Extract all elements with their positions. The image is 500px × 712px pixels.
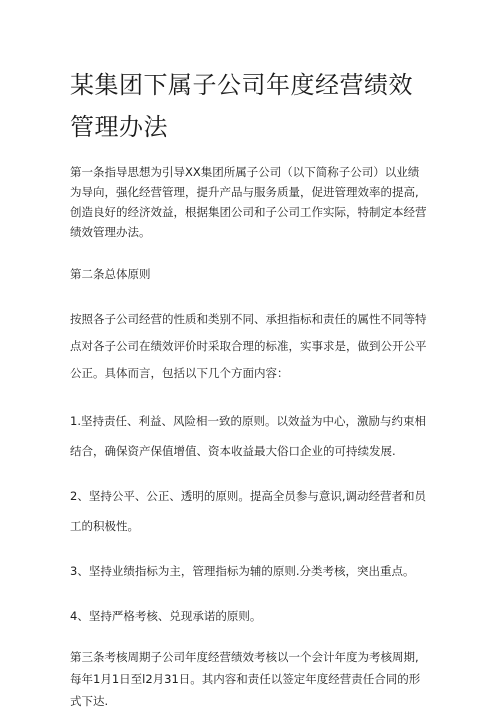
paragraph-assessment-period: 第三条考核周期子公司年度经营绩效考核以一个会计年度为考核周期,每年1月1日至l2月31日。其内容和责任以签定年度经营责任合同的形式下达. <box>70 650 421 708</box>
document-title: 某集团下属子公司年度经营绩效管理办法 <box>70 71 413 141</box>
paragraph-evaluation-standard: 按照各子公司经营的性质和类别不同、承担指标和责任的属性不同等特点对各子公司在绩效评价时采取合理的标准，实事求是，做到公开公平公正。具体而言，包括以下几个方面内容： <box>70 312 427 380</box>
paragraph-guiding-principle: 第一条指导思想为引导XX集团所属子公司（以下简称子公司）以业绩为导向，强化经营管理，提升产品与服务质量，促进管理效率的提高,创造良好的经济效益，根据集团公司和子公司工作实际，特制定本经营绩效管理办法。 <box>70 165 427 239</box>
paragraph-principle-4: 4、坚持严格考核、兑现承诺的原则。 <box>70 609 262 623</box>
paragraph-principle-1: 1.坚持责任、利益、风险相一致的原则。以效益为中心，激励与约束相结合，确保资产保值增值、资本收益最大俗口企业的可持续发展. <box>70 414 426 458</box>
paragraph-general-principle-heading: 第二条总体原则 <box>70 267 151 281</box>
paragraph-principle-2: 2、坚持公平、公正、透明的原则。提高全员参与意识,调动经营者和员工的积极性。 <box>70 489 426 533</box>
paragraph-principle-3: 3、坚持业绩指标为主，管理指标为辅的原则.分类考核，突出重点。 <box>70 564 415 578</box>
